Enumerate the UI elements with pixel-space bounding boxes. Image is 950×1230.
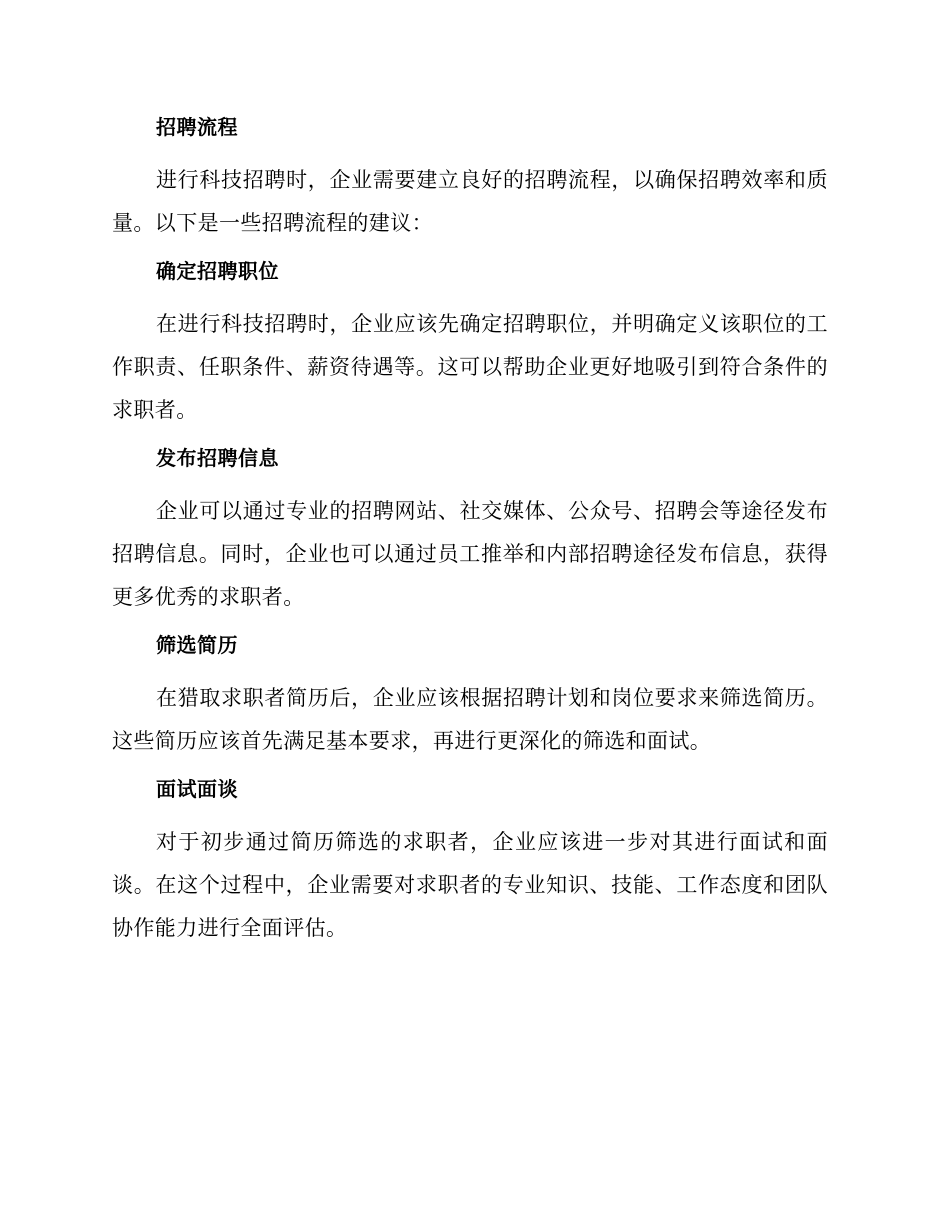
document-page bbox=[112, 112, 828, 950]
section-heading-publish-info: 发布招聘信息 bbox=[156, 446, 279, 470]
section-heading-recruitment-process: 招聘流程 bbox=[156, 115, 238, 139]
section-heading-screen-resumes: 筛选简历 bbox=[156, 633, 238, 657]
section-paragraph-recruitment-process: 进行科技招聘时，企业需要建立良好的招聘流程，以确保招聘效率和质量。以下是一些招聘流程的建议： bbox=[112, 168, 828, 235]
section-paragraph-screen-resumes: 在猎取求职者简历后，企业应该根据招聘计划和岗位要求来筛选简历。这些简历应该首先满足基本要求，再进行更深化的筛选和面试。 bbox=[112, 686, 828, 753]
section-heading-define-position: 确定招聘职位 bbox=[156, 259, 279, 283]
section-paragraph-publish-info: 企业可以通过专业的招聘网站、社交媒体、公众号、招聘会等途径发布招聘信息。同时，企业也可以通过员工推举和内部招聘途径发布信息，获得更多优秀的求职者。 bbox=[112, 499, 828, 609]
section-paragraph-define-position: 在进行科技招聘时，企业应该先确定招聘职位，并明确定义该职位的工作职责、任职条件、薪资待遇等。这可以帮助企业更好地吸引到符合条件的求职者。 bbox=[112, 312, 828, 422]
section-paragraph-interview: 对于初步通过简历筛选的求职者，企业应该进一步对其进行面试和面谈。在这个过程中，企业需要对求职者的专业知识、技能、工作态度和团队协作能力进行全面评估。 bbox=[112, 830, 828, 940]
section-heading-interview: 面试面谈 bbox=[156, 777, 238, 801]
